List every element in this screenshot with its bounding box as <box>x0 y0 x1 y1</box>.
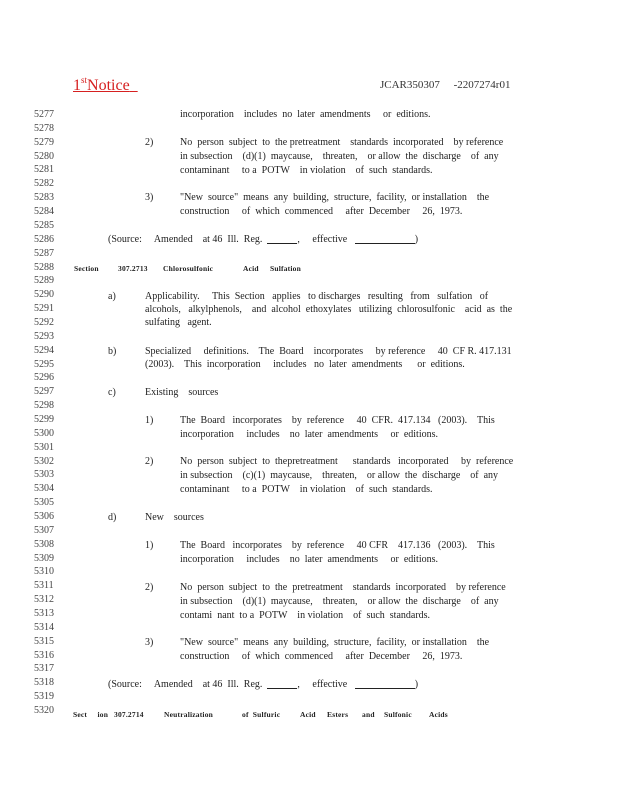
text-line-5299: The Board incorporates by reference 40 CFR. 417.134 (2003). This <box>180 415 495 426</box>
line-number: 5317 <box>34 663 54 675</box>
line-number: 5298 <box>34 400 54 412</box>
line-number: 5300 <box>34 427 54 439</box>
item-marker: 3) <box>145 637 154 648</box>
line-number: 5316 <box>34 649 54 661</box>
line-number: 5318 <box>34 677 54 689</box>
item-marker: 2) <box>145 456 154 467</box>
section-title-word: Sulfation <box>270 264 301 273</box>
line-number: 5290 <box>34 289 54 301</box>
section-title-word: Acid <box>243 264 259 273</box>
section-label: Sect ion <box>73 710 109 719</box>
text-line-5292: sulfating agent. <box>145 317 212 328</box>
text-line-5302: No person subject to thepretreatment standards incorporated by reference <box>180 456 514 467</box>
line-number: 5307 <box>34 524 54 536</box>
section-title-word: and <box>362 710 375 719</box>
section-label: Section <box>74 264 99 273</box>
text-line-5315: "New source" means any building, structure, facility, or installation the <box>180 637 490 648</box>
line-number: 5314 <box>34 621 54 633</box>
line-number: 5309 <box>34 552 54 564</box>
text-line-5304: contaminant to a POTW in violation of such standards. <box>180 484 433 495</box>
text-line-5290: Applicability. This Section applies to discharges resulting from sulfation of <box>145 291 489 302</box>
line-number: 5297 <box>34 386 54 398</box>
line-number: 5281 <box>34 164 54 176</box>
line-number: 5278 <box>34 122 54 134</box>
section-title-word: Sulfonic <box>384 710 412 719</box>
line-number: 5284 <box>34 206 54 217</box>
section-title-word: Esters <box>327 710 349 719</box>
line-number: 5304 <box>34 483 54 495</box>
item-marker: 3) <box>145 192 154 203</box>
line-number: 5301 <box>34 441 54 453</box>
line-number: 5288 <box>34 261 54 273</box>
line-number: 5312 <box>34 594 54 606</box>
blank-reg-number <box>267 678 297 689</box>
item-marker: 1) <box>145 540 154 551</box>
text-line-5300: incorporation includes no later amendments or editions. <box>180 429 438 440</box>
text-line-5291: alcohols, alkylphenols, and alcohol ethoxylates utilizing chlorosulfonic acid as the <box>145 304 513 315</box>
subheading-existing-sources: Existing sources <box>145 387 219 398</box>
source-note: (Source: Amended at 46 Ill. Reg. , effective ) <box>108 679 419 690</box>
line-number: 5308 <box>34 538 54 550</box>
line-number: 5295 <box>34 358 54 370</box>
blank-reg-number <box>267 233 297 244</box>
line-number: 5315 <box>34 635 54 647</box>
text-line-5281: contaminant to a POTW in violation of such standards. <box>180 165 433 176</box>
text-line-5284: construction of which commenced after December 26, 1973. <box>180 206 463 217</box>
line-number: 5282 <box>34 178 54 190</box>
text-line-5294: Specialized definitions. The Board incorporates by reference 40 CF R. 417.131 <box>145 346 512 357</box>
line-number: 5320 <box>34 705 54 716</box>
line-number: 5311 <box>34 580 54 592</box>
section-number: 307.2714 <box>114 710 144 719</box>
section-title-word: Acid <box>300 710 316 719</box>
text-line-5303: in subsection (c)(1) maycause, threaten, or allow the discharge of any <box>180 470 499 481</box>
line-number: 5303 <box>34 469 54 481</box>
blank-effective-date <box>355 233 415 244</box>
section-title-word: Chlorosulfonic <box>163 264 214 273</box>
line-number: 5294 <box>34 344 54 356</box>
line-number: 5310 <box>34 566 54 578</box>
document-code: JCAR350307 -2207274r01 <box>380 79 511 91</box>
line-number: 5291 <box>34 303 54 314</box>
item-marker: c) <box>108 387 116 398</box>
notice-label: 1stNotice <box>73 75 130 94</box>
text-line-5277: incorporation includes no later amendments or editions. <box>180 109 431 120</box>
item-marker: a) <box>108 291 116 302</box>
text-line-5311: No person subject to the pretreatment standards incorporated by reference <box>180 582 506 593</box>
item-marker: 1) <box>145 415 154 426</box>
line-number: 5287 <box>34 247 54 259</box>
line-number: 5306 <box>34 510 54 522</box>
text-line-5309: incorporation includes no later amendments or editions. <box>180 554 438 565</box>
line-number: 5285 <box>34 219 54 231</box>
line-number: 5279 <box>34 136 54 148</box>
text-line-5283: "New source" means any building, structure, facility, or installation the <box>180 192 490 203</box>
line-number: 5292 <box>34 316 54 328</box>
text-line-5313: contami nant to a POTW in violation of such standards. <box>180 610 431 621</box>
section-number: 307.2713 <box>118 264 148 273</box>
section-title-word: Acids <box>429 710 448 719</box>
line-number: 5299 <box>34 413 54 425</box>
item-marker: 2) <box>145 582 154 593</box>
blank-effective-date <box>355 678 415 689</box>
text-line-5295: (2003). This incorporation includes no later amendments or editions. <box>145 359 465 370</box>
line-number: 5293 <box>34 330 54 342</box>
line-number: 5286 <box>34 233 54 245</box>
text-line-5308: The Board incorporates by reference 40 CFR 417.136 (2003). This <box>180 540 495 551</box>
line-number: 5289 <box>34 275 54 287</box>
text-line-5280: in subsection (d)(1) maycause, threaten, or allow the discharge of any <box>180 151 499 162</box>
text-line-5279: No person subject to the pretreatment standards incorporated by reference <box>180 137 504 148</box>
line-number: 5302 <box>34 455 54 467</box>
section-title-word: of Sulfuric <box>242 710 281 719</box>
line-number: 5296 <box>34 372 54 384</box>
line-number: 5277 <box>34 109 54 120</box>
item-marker: 2) <box>145 137 154 148</box>
item-marker: d) <box>108 512 117 523</box>
source-note: (Source: Amended at 46 Ill. Reg. , effective ) <box>108 234 419 245</box>
section-title-word: Neutralization <box>164 710 214 719</box>
text-line-5312: in subsection (d)(1) maycause, threaten, or allow the discharge of any <box>180 596 499 607</box>
line-number: 5280 <box>34 150 54 162</box>
item-marker: b) <box>108 346 117 357</box>
line-number: 5313 <box>34 608 54 619</box>
subheading-new-sources: New sources <box>145 512 204 523</box>
text-line-5316: construction of which commenced after December 26, 1973. <box>180 651 463 662</box>
line-number: 5319 <box>34 691 54 703</box>
line-number: 5283 <box>34 192 54 204</box>
line-number: 5305 <box>34 497 54 509</box>
